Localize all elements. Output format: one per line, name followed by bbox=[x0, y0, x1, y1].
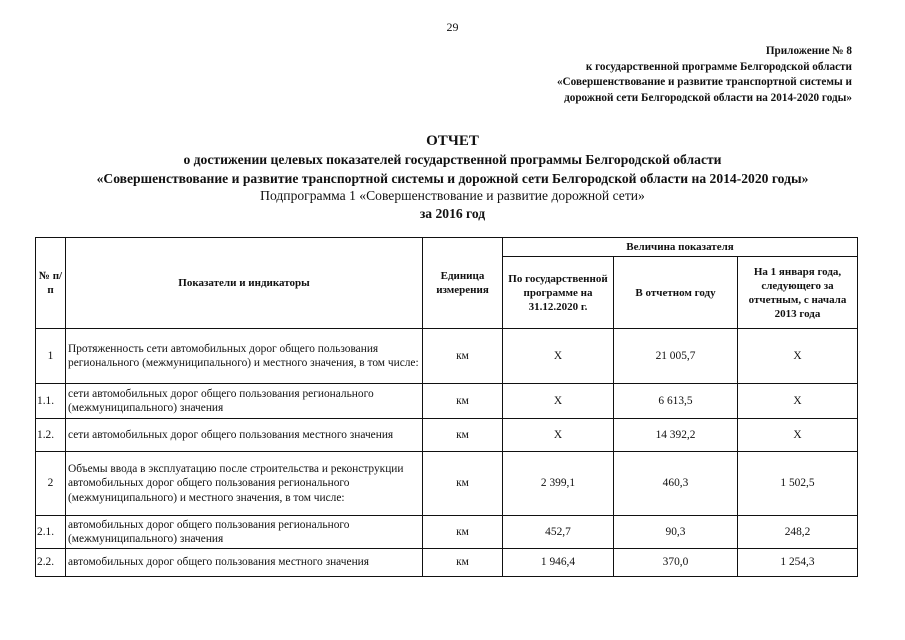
header-num: № п/п bbox=[36, 238, 66, 329]
row-num: 2 bbox=[36, 452, 66, 516]
row-num: 1 bbox=[36, 329, 66, 384]
row-program-value: Х bbox=[503, 419, 614, 452]
row-indicator: сети автомобильных дорог общего пользования регионального (межмуниципального) значения bbox=[66, 384, 423, 419]
row-unit: км bbox=[423, 516, 503, 549]
subprogram-line: Подпрограмма 1 «Совершенствование и развитие дорожной сети» bbox=[260, 188, 645, 203]
header-indicator: Показатели и индикаторы bbox=[66, 238, 423, 329]
row-num: 1.2. bbox=[36, 419, 66, 452]
row-unit: км bbox=[423, 384, 503, 419]
appendix-line-1: Приложение № 8 bbox=[765, 45, 852, 57]
appendix-line-4: дорожной сети Белгородской области на 2014-2020 годы» bbox=[564, 91, 852, 104]
row-num: 1.1. bbox=[36, 384, 66, 419]
row-program-value: Х bbox=[503, 329, 614, 384]
header-value-group: Величина показателя bbox=[503, 238, 858, 257]
row-unit: км bbox=[423, 329, 503, 384]
row-num: 2.2. bbox=[36, 549, 66, 577]
row-reporting-value: 21 005,7 bbox=[614, 329, 738, 384]
title-line-3: «Совершенствование и развитие транспортной системы и дорожной сети Белгородской области на 2014-2020 годы» bbox=[96, 171, 809, 186]
header-reporting: В отчетном году bbox=[614, 257, 738, 329]
row-indicator: Объемы ввода в эксплуатацию после строительства и реконструкции автомобильных дорог общего пользования регионального (межмуниципального) и местного значения, в том числе: bbox=[66, 452, 423, 516]
row-unit: км bbox=[423, 452, 503, 516]
table-row bbox=[36, 384, 858, 419]
row-reporting-value: 90,3 bbox=[614, 516, 738, 549]
report-title bbox=[0, 132, 905, 223]
header-row-1 bbox=[36, 238, 858, 257]
title-line-2: о достижении целевых показателей государственной программы Белгородской области bbox=[183, 152, 722, 167]
row-next-year-value: 1 502,5 bbox=[738, 452, 858, 516]
row-next-year-value: Х bbox=[738, 419, 858, 452]
row-next-year-value: 248,2 bbox=[738, 516, 858, 549]
table-row bbox=[36, 549, 858, 577]
header-unit: Единица измерения bbox=[423, 238, 503, 329]
row-unit: км bbox=[423, 549, 503, 577]
row-reporting-value: 460,3 bbox=[614, 452, 738, 516]
row-reporting-value: 6 613,5 bbox=[614, 384, 738, 419]
row-program-value: Х bbox=[503, 384, 614, 419]
appendix-header bbox=[512, 44, 852, 106]
row-reporting-value: 370,0 bbox=[614, 549, 738, 577]
row-unit: км bbox=[423, 419, 503, 452]
title-line-1: ОТЧЕТ bbox=[426, 133, 479, 149]
indicators-table bbox=[35, 237, 858, 577]
row-indicator: Протяженность сети автомобильных дорог общего пользования регионального (межмуниципального) и местного значения, в том числе: bbox=[66, 329, 423, 384]
header-program: По государственной программе на 31.12.2020 г. bbox=[503, 257, 614, 329]
row-num: 2.1. bbox=[36, 516, 66, 549]
table-row bbox=[36, 329, 858, 384]
table-row bbox=[36, 516, 858, 549]
row-indicator: сети автомобильных дорог общего пользования местного значения bbox=[66, 419, 423, 452]
row-program-value: 1 946,4 bbox=[503, 549, 614, 577]
row-next-year-value: 1 254,3 bbox=[738, 549, 858, 577]
report-year: за 2016 год bbox=[419, 206, 486, 221]
row-next-year-value: Х bbox=[738, 329, 858, 384]
table-row bbox=[36, 419, 858, 452]
appendix-line-2: к государственной программе Белгородской области bbox=[585, 60, 852, 73]
appendix-line-3: «Совершенствование и развитие транспортной системы и bbox=[556, 76, 852, 88]
table-row bbox=[36, 452, 858, 516]
row-next-year-value: Х bbox=[738, 384, 858, 419]
row-program-value: 452,7 bbox=[503, 516, 614, 549]
row-reporting-value: 14 392,2 bbox=[614, 419, 738, 452]
page-number: 29 bbox=[446, 20, 459, 34]
row-indicator: автомобильных дорог общего пользования местного значения bbox=[66, 549, 423, 577]
row-program-value: 2 399,1 bbox=[503, 452, 614, 516]
header-next-year: На 1 января года, следующего за отчетным, с начала 2013 года bbox=[738, 257, 858, 329]
row-indicator: автомобильных дорог общего пользования регионального (межмуниципального) значения bbox=[66, 516, 423, 549]
